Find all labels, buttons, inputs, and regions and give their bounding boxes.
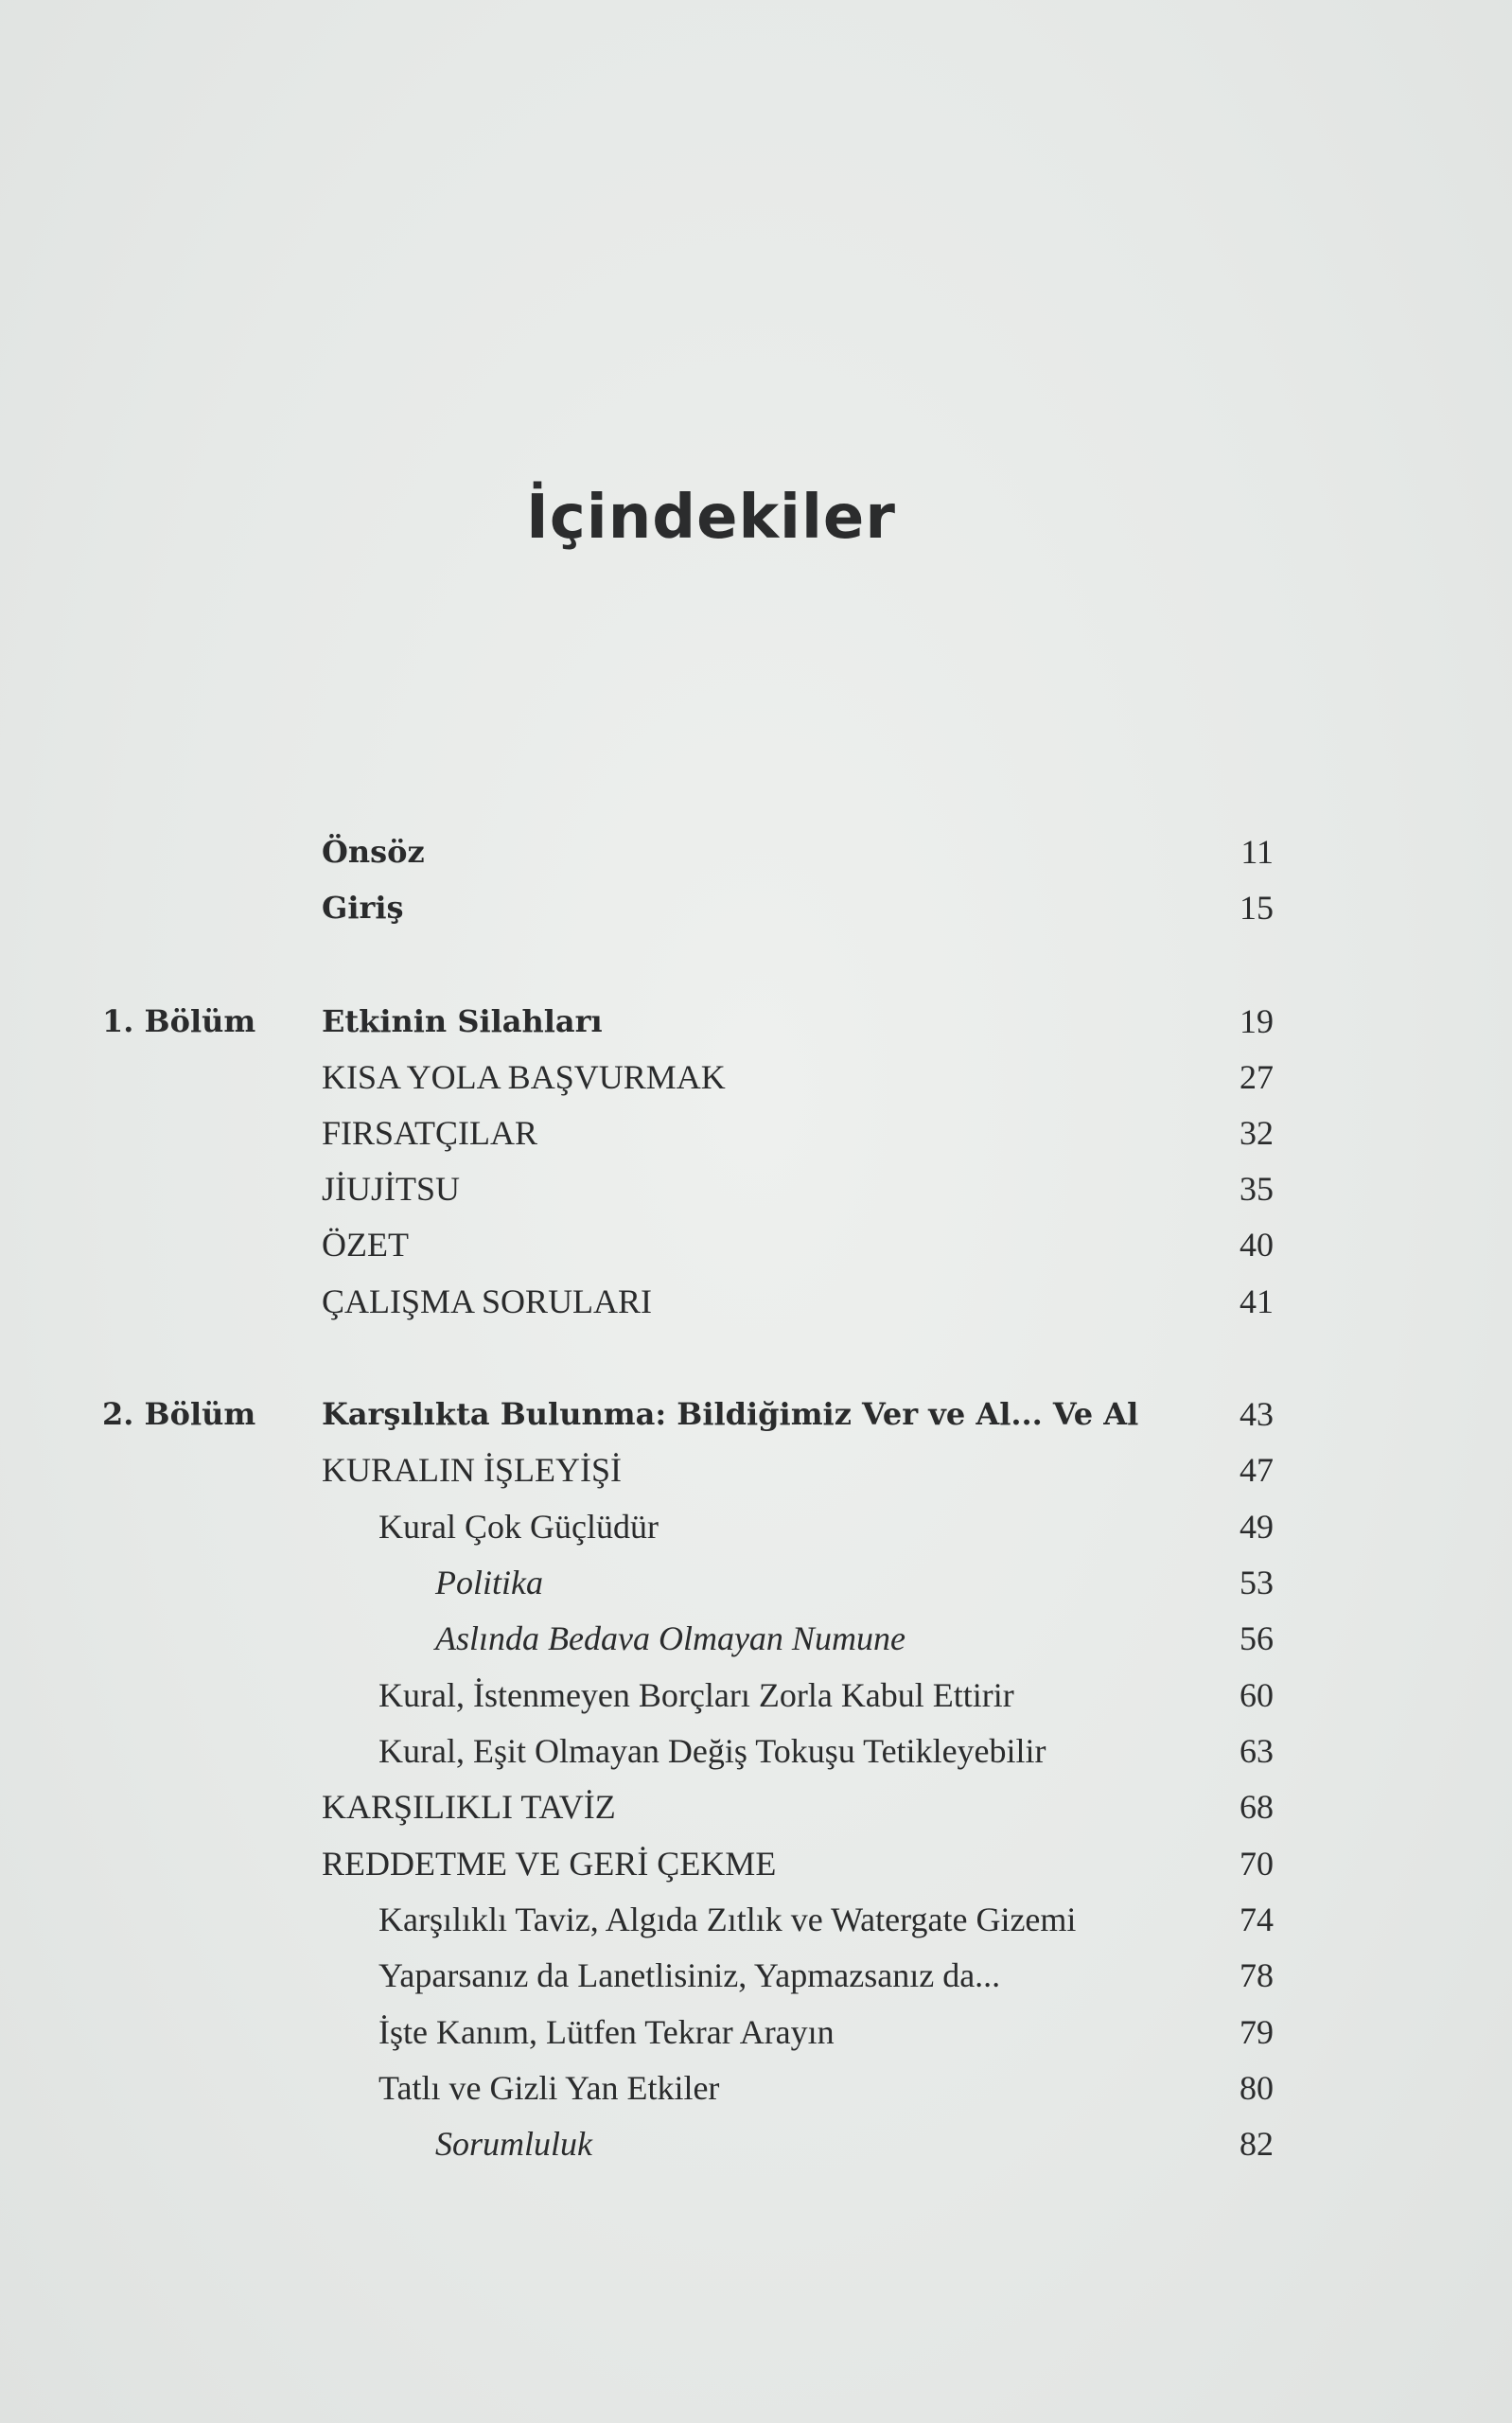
toc-entry-title: KARŞILIKLI TAVİZ [322, 1788, 616, 1826]
toc-page-number: 27 [1239, 1058, 1274, 1096]
toc-row [0, 2008, 1512, 2056]
toc-page-number: 56 [1239, 1619, 1274, 1657]
toc-entry-title: Karşılıklı Taviz, Algıda Zıtlık ve Watergate Gizemi [378, 1901, 1077, 1938]
toc-row [0, 1559, 1512, 1606]
toc-entry-title: Kural, Eşit Olmayan Değiş Tokuşu Tetikleyebilir [378, 1732, 1046, 1770]
toc-row [0, 1053, 1512, 1101]
toc-entry-title: FIRSATÇILAR [322, 1114, 538, 1152]
toc-page-number: 70 [1239, 1845, 1274, 1883]
toc-entry-title: JİUJİTSU [322, 1170, 461, 1208]
toc-row [0, 828, 1512, 875]
toc-page-number: 49 [1239, 1508, 1274, 1546]
toc-entry-title: Kural Çok Güçlüdür [378, 1508, 659, 1546]
toc-entry-title: Karşılıkta Bulunma: Bildiğimiz Ver ve Al... Ve Al [322, 1396, 1139, 1432]
toc-entry-title: İşte Kanım, Lütfen Tekrar Arayın [378, 2013, 835, 2051]
toc-entry-title: ÖZET [322, 1226, 409, 1264]
toc-row [0, 2120, 1512, 2167]
toc-row [0, 1109, 1512, 1157]
toc-page-number: 47 [1239, 1451, 1274, 1489]
toc-row [0, 1615, 1512, 1662]
toc-entry-title: Sorumluluk [435, 2125, 592, 2163]
toc-entry-title: Kural, İstenmeyen Borçları Zorla Kabul Ettirir [378, 1676, 1014, 1714]
toc-row [0, 1952, 1512, 1999]
toc-page-number: 32 [1239, 1114, 1274, 1152]
toc-row [0, 1390, 1512, 1438]
toc-row [0, 998, 1512, 1045]
chapter-label: 1. Bölüm [102, 1003, 256, 1039]
toc-row [0, 1840, 1512, 1887]
toc-row [0, 1446, 1512, 1494]
toc-row [0, 1727, 1512, 1775]
toc-entry-title: Politika [435, 1564, 543, 1601]
toc-page-number: 41 [1239, 1282, 1274, 1320]
toc-row [0, 1503, 1512, 1550]
toc-entry-title: KISA YOLA BAŞVURMAK [322, 1058, 726, 1096]
toc-page-number: 19 [1239, 1002, 1274, 1040]
toc-page-number: 74 [1239, 1901, 1274, 1938]
toc-row [0, 1221, 1512, 1268]
toc-page-number: 60 [1239, 1676, 1274, 1714]
chapter-label: 2. Bölüm [102, 1396, 256, 1432]
page-title: İçindekiler [526, 483, 896, 553]
toc-row [0, 1165, 1512, 1212]
toc-entry-title: Aslında Bedava Olmayan Numune [435, 1619, 905, 1657]
toc-entry-title: Önsöz [322, 834, 425, 870]
toc-row [0, 884, 1512, 931]
toc-row [0, 1671, 1512, 1719]
toc-row [0, 1783, 1512, 1831]
toc-entry-title: Giriş [322, 890, 404, 926]
toc-page-number: 43 [1239, 1395, 1274, 1433]
toc-page-number: 63 [1239, 1732, 1274, 1770]
toc-entry-title: ÇALIŞMA SORULARI [322, 1282, 653, 1320]
toc-page-number: 35 [1239, 1170, 1274, 1208]
toc-entry-title: REDDETME VE GERİ ÇEKME [322, 1845, 777, 1883]
toc-page-number: 40 [1239, 1226, 1274, 1264]
toc-entry-title: Etkinin Silahları [322, 1003, 603, 1039]
toc-entry-title: Yaparsanız da Lanetlisiniz, Yapmazsanız da... [378, 1956, 1001, 1994]
toc-page-number: 11 [1240, 833, 1274, 871]
toc-row [0, 1896, 1512, 1943]
toc-entry-title: KURALIN İŞLEYİŞİ [322, 1451, 622, 1489]
toc-page-number: 79 [1239, 2013, 1274, 2051]
toc-page-number: 68 [1239, 1788, 1274, 1826]
toc-page-number: 15 [1239, 889, 1274, 927]
toc-page-number: 53 [1239, 1564, 1274, 1601]
toc-row [0, 1278, 1512, 1325]
toc-page-number: 82 [1239, 2125, 1274, 2163]
toc-page-number: 78 [1239, 1956, 1274, 1994]
toc-entry-title: Tatlı ve Gizli Yan Etkiler [378, 2069, 720, 2107]
toc-row [0, 2064, 1512, 2112]
toc-page-number: 80 [1239, 2069, 1274, 2107]
